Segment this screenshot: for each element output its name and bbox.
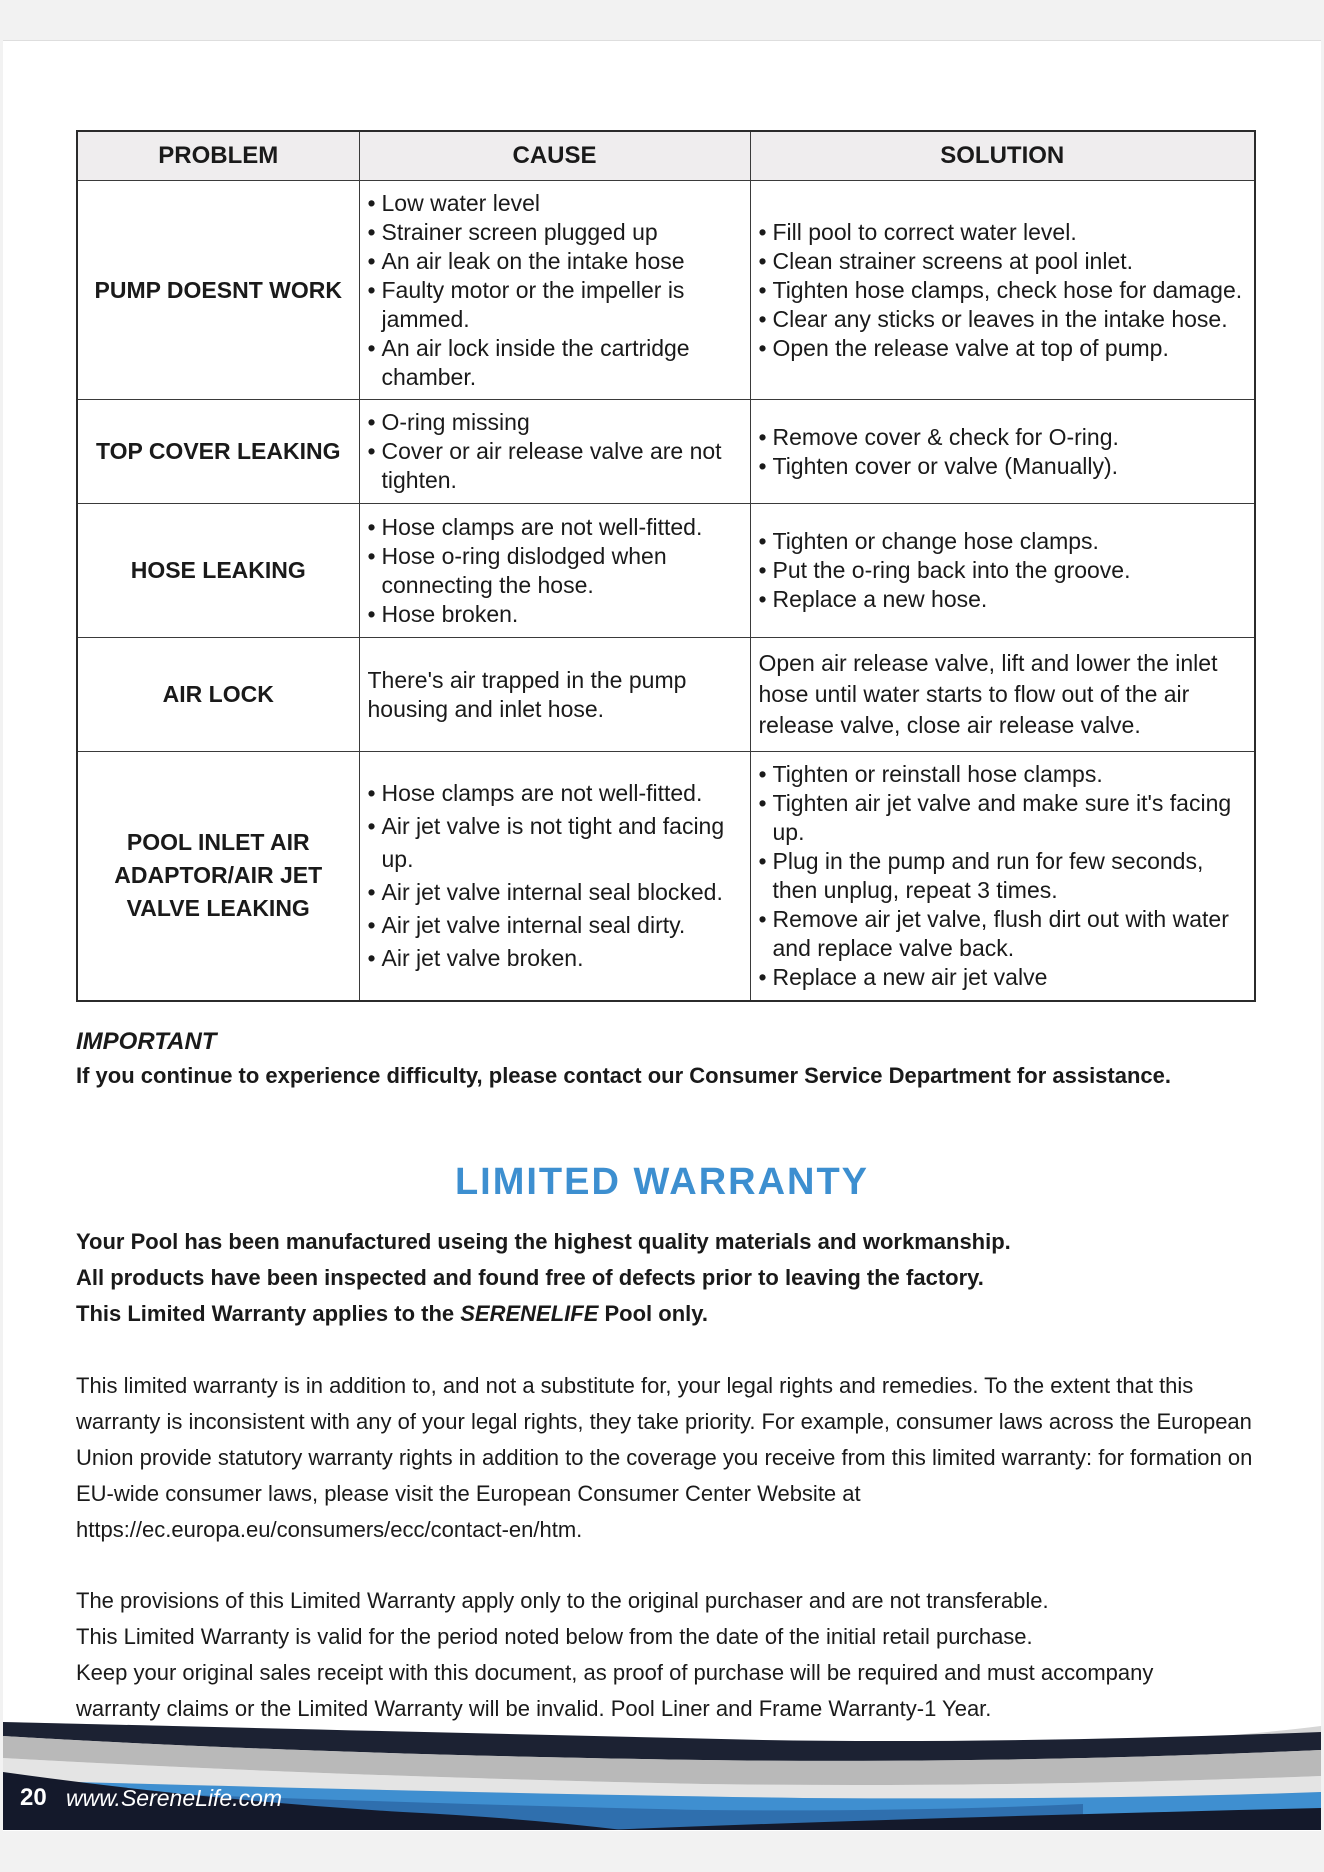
provision-line: warranty claims or the Limited Warranty will be invalid. Pool Liner and Frame Warranty-1 Year. xyxy=(76,1696,992,1721)
cause-cell xyxy=(359,752,750,1001)
list-item: • Air jet valve is not tight and facing up. xyxy=(368,810,742,876)
solution-list xyxy=(759,423,1247,481)
warranty-intro xyxy=(76,1224,1276,1332)
table-row xyxy=(77,752,1255,1001)
problem-cell xyxy=(77,638,359,752)
solution-cell xyxy=(750,181,1255,400)
solution-cell xyxy=(750,638,1255,752)
list-item: • Low water level xyxy=(368,189,742,218)
list-item: • Put the o-ring back into the groove. xyxy=(759,556,1247,585)
cause-cell xyxy=(359,181,750,400)
cause-cell xyxy=(359,400,750,504)
list-item: • Tighten air jet valve and make sure it's facing up. xyxy=(759,789,1247,847)
page-number: 20 xyxy=(20,1784,47,1811)
list-item: • O-ring missing xyxy=(368,408,742,437)
list-item: • Clean strainer screens at pool inlet. xyxy=(759,247,1247,276)
list-item: • Hose broken. xyxy=(368,600,742,629)
table-row xyxy=(77,504,1255,638)
problem-label: ADAPTOR/AIR JET xyxy=(114,862,323,889)
solution-text: Open air release valve, lift and lower the inlet hose until water starts to flow out of the air release valve, close air release valve. xyxy=(758,650,1218,738)
table-header-row xyxy=(77,131,1255,181)
list-item: • Clear any sticks or leaves in the intake hose. xyxy=(759,305,1247,334)
cause-text: There's air trapped in the pump housing and inlet hose. xyxy=(367,666,687,722)
website-link[interactable]: www.SereneLife.com xyxy=(66,1785,283,1811)
list-item: • Open the release valve at top of pump. xyxy=(759,334,1247,363)
page-footer xyxy=(3,1700,1321,1830)
list-item: • Hose clamps are not well-fitted. xyxy=(368,513,742,542)
list-item: • Remove air jet valve, flush dirt out with water and replace valve back. xyxy=(759,905,1247,963)
list-item: • Air jet valve internal seal dirty. xyxy=(368,909,742,942)
header-cause: CAUSE xyxy=(359,131,750,181)
problem-label: POOL INLET AIR xyxy=(126,829,310,856)
list-item: • Hose o-ring dislodged when connecting the hose. xyxy=(368,542,742,600)
problem-cell xyxy=(77,504,359,638)
list-item: • Tighten or change hose clamps. xyxy=(759,527,1247,556)
cause-list xyxy=(368,408,742,495)
header-solution: SOLUTION xyxy=(750,131,1255,181)
provision-line: The provisions of this Limited Warranty apply only to the original purchaser and are not transferable. xyxy=(76,1588,1049,1613)
contact-notice: If you continue to experience difficulty, please contact our Consumer Service Department for assistance. xyxy=(76,1063,1172,1088)
solution-list xyxy=(759,527,1247,614)
list-item: • Air jet valve broken. xyxy=(368,942,742,975)
provision-line: Keep your original sales receipt with this document, as proof of purchase will be required and must accompany xyxy=(76,1660,1154,1685)
list-item: • Fill pool to correct water level. xyxy=(759,218,1247,247)
problem-label: AIR LOCK xyxy=(162,681,274,707)
important-label: IMPORTANT xyxy=(76,1028,217,1055)
problem-label: HOSE LEAKING xyxy=(130,557,306,583)
solution-cell xyxy=(750,504,1255,638)
brand-name: SERENELIFE xyxy=(460,1301,599,1326)
list-item: • Remove cover & check for O-ring. xyxy=(759,423,1247,452)
problem-label: PUMP DOESNT WORK xyxy=(94,276,342,303)
problem-cell xyxy=(77,752,359,1001)
list-item: • Cover or air release valve are not tighten. xyxy=(368,437,742,495)
solution-cell xyxy=(750,400,1255,504)
problem-label: VALVE LEAKING xyxy=(126,895,310,922)
solution-list xyxy=(759,760,1247,992)
list-item: • Air jet valve internal seal blocked. xyxy=(368,876,742,909)
list-item: • An air lock inside the cartridge chamber. xyxy=(368,334,742,392)
troubleshooting-table xyxy=(76,130,1256,1002)
warranty-title: LIMITED WARRANTY xyxy=(454,1161,870,1203)
cause-list xyxy=(368,189,742,392)
list-item: • Faulty motor or the impeller is jammed. xyxy=(368,276,742,334)
intro-line xyxy=(76,1296,1276,1332)
list-item: • Replace a new hose. xyxy=(759,585,1247,614)
list-item: • Tighten cover or valve (Manually). xyxy=(759,452,1247,481)
cause-list xyxy=(368,777,742,975)
intro-line: Your Pool has been manufactured useing the highest quality materials and workmanship. xyxy=(76,1229,1011,1254)
warranty-paragraph: This limited warranty is in addition to, and not a substitute for, your legal rights and remedies. To the extent that this warranty is inconsistent with any of your legal rights, they take priority. For example, consumer laws across the European Union provide statutory warranty rights in addition to the coverage you receive from this limited warranty: for formation on EU-wide consumer laws, please visit the European Consumer Center Website at https://ec.europa.eu/consumers/ecc/contact-en/htm. xyxy=(76,1373,1253,1542)
cause-cell xyxy=(359,638,750,752)
intro-line: All products have been inspected and found free of defects prior to leaving the factory. xyxy=(76,1265,984,1290)
solution-cell xyxy=(750,752,1255,1001)
problem-cell xyxy=(77,181,359,400)
cause-cell xyxy=(359,504,750,638)
problem-label: TOP COVER LEAKING xyxy=(95,438,341,464)
intro-text: Pool only. xyxy=(598,1301,708,1326)
provision-line: This Limited Warranty is valid for the period noted below from the date of the initial retail purchase. xyxy=(76,1624,1033,1649)
table-row xyxy=(77,181,1255,400)
list-item: • Replace a new air jet valve xyxy=(759,963,1247,992)
solution-list xyxy=(759,218,1247,363)
list-item: • Strainer screen plugged up xyxy=(368,218,742,247)
list-item: • Tighten or reinstall hose clamps. xyxy=(759,760,1247,789)
table-row xyxy=(77,400,1255,504)
list-item: • Hose clamps are not well-fitted. xyxy=(368,777,742,810)
list-item: • An air leak on the intake hose xyxy=(368,247,742,276)
manual-page xyxy=(3,40,1321,1831)
problem-cell xyxy=(77,400,359,504)
table-row xyxy=(77,638,1255,752)
list-item: • Plug in the pump and run for few seconds, then unplug, repeat 3 times. xyxy=(759,847,1247,905)
list-item: • Tighten hose clamps, check hose for damage. xyxy=(759,276,1247,305)
cause-list xyxy=(368,513,742,629)
header-problem: PROBLEM xyxy=(77,131,359,181)
intro-text: This Limited Warranty applies to the xyxy=(76,1301,461,1326)
